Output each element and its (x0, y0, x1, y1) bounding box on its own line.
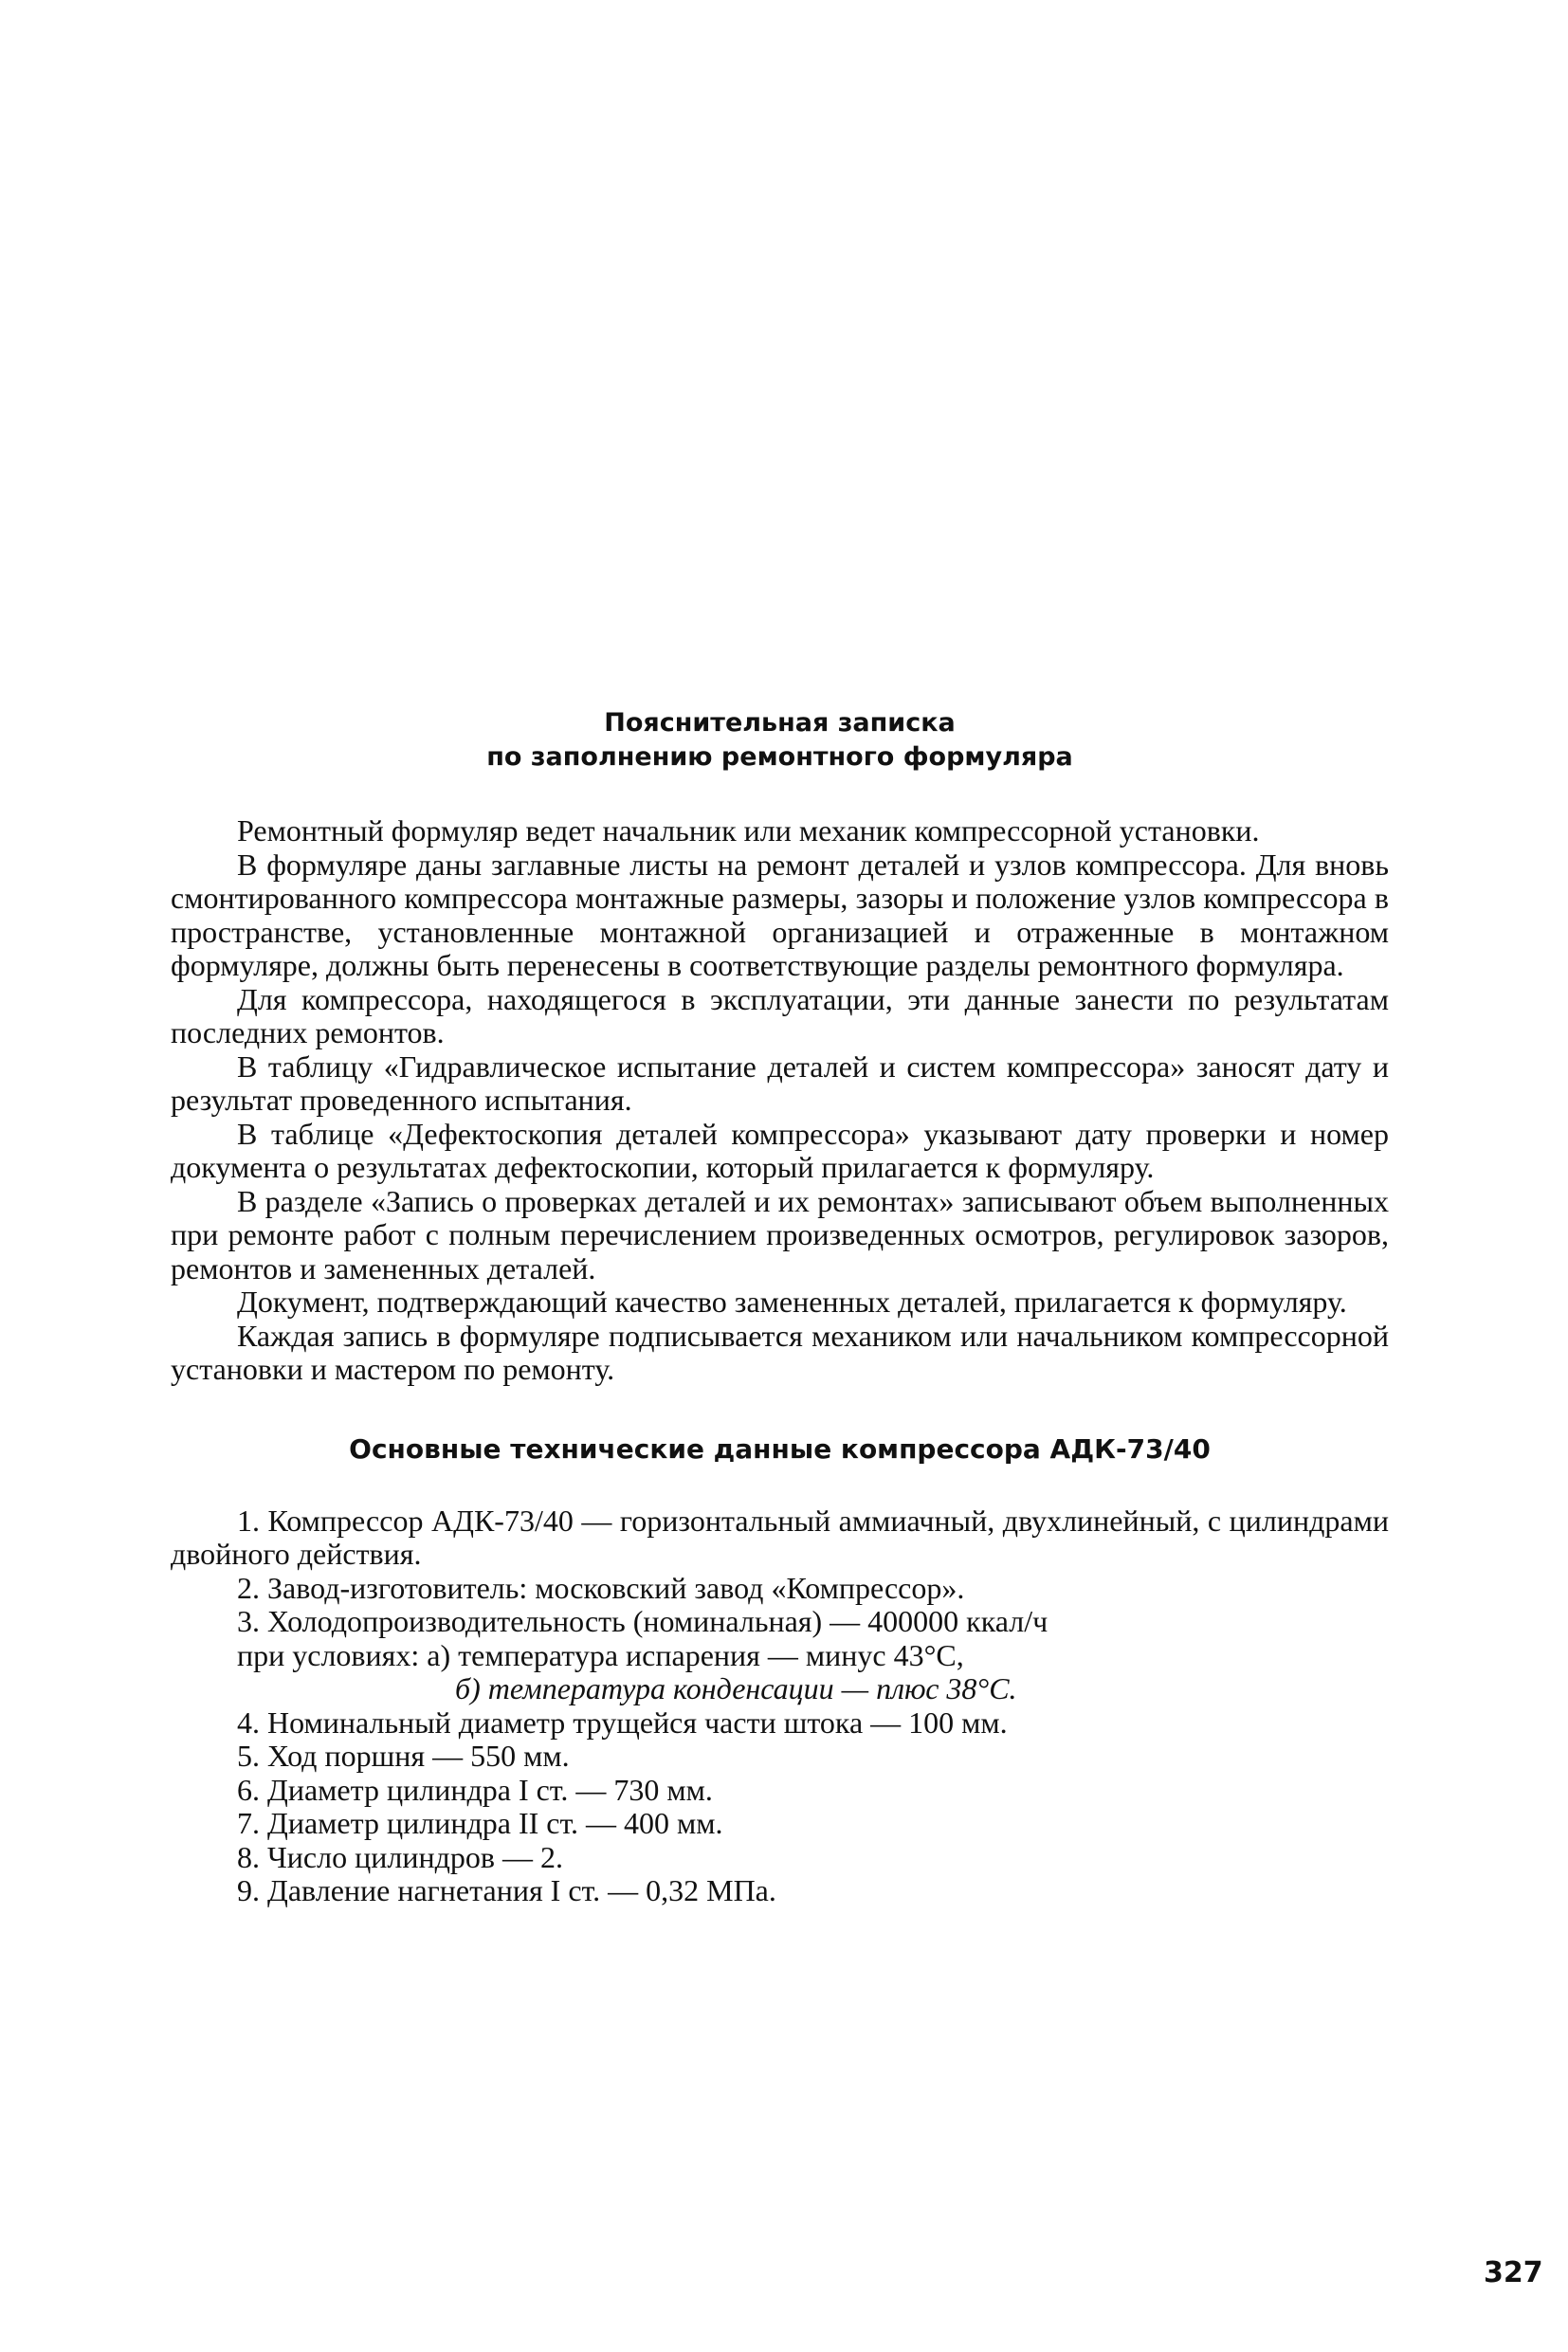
explanatory-note-title (171, 706, 1389, 775)
list-item: 2. Завод-изготовитель: московский завод «Компрессор». (237, 1570, 965, 1605)
title-line-1: Пояснительная записка (604, 708, 956, 738)
list-item: 3. Холодопроизводительность (номинальная) — 400000 ккал/ч (237, 1604, 1048, 1638)
paragraph: В разделе «Запись о проверках деталей и их ремонтах» записывают объем выполненных при ремонте работ с полным перечислением произведенных осмотров, регулировок зазоров, ремонтов и замененных деталей. (171, 1183, 1389, 1285)
paragraph: Для компрессора, находящегося в эксплуатации, эти данные занести по результатам последних ремонтов. (171, 981, 1389, 1049)
technical-data-section (171, 1432, 1389, 1908)
explanatory-note-body (171, 814, 1389, 1387)
list-item-continuation: при условиях: а) температура испарения — минус 43°С, (237, 1637, 964, 1672)
list-item-continuation: б) температура конденсации — плюс 38°С. (455, 1671, 1017, 1705)
paragraph: Каждая запись в формуляре подписывается механиком или начальником компрессорной установки и мастером по ремонту. (171, 1318, 1389, 1386)
document-page (171, 706, 1543, 2289)
list-item: 6. Диаметр цилиндра I ст. — 730 мм. (237, 1772, 713, 1807)
paragraph: В таблице «Дефектоскопия деталей компрессора» указывают дату проверки и номер документа о результатах дефектоскопии, который прилагается к формуляру. (171, 1116, 1389, 1184)
paragraph: Ремонтный формуляр ведет начальник или механик компрессорной установки. (237, 813, 1260, 848)
list-item: 5. Ход поршня — 550 мм. (237, 1739, 570, 1773)
list-item: 9. Давление нагнетания I ст. — 0,32 МПа. (237, 1873, 776, 1907)
list-item: 7. Диаметр цилиндра II ст. — 400 мм. (237, 1806, 723, 1840)
list-item: 8. Число цилиндров — 2. (237, 1839, 563, 1874)
list-item: 1. Компрессор АДК-73/40 — горизонтальный аммиачный, двухлинейный, с цилиндрами двойного действия. (171, 1503, 1389, 1571)
technical-data-list (171, 1504, 1389, 1908)
page-number: 327 (1484, 2256, 1543, 2289)
paragraph: Документ, подтверждающий качество замененных деталей, прилагается к формуляру. (237, 1285, 1347, 1319)
paragraph: В таблицу «Гидравлическое испытание деталей и систем компрессора» заносят дату и результат проведенного испытания. (171, 1048, 1389, 1117)
list-item: 4. Номинальный диаметр трущейся части штока — 100 мм. (237, 1705, 1008, 1740)
paragraph: В формуляре даны заглавные листы на ремонт деталей и узлов компрессора. Для вновь смонтированного компрессора монтажные размеры, зазоры и положение узлов компрессора в пространстве, установленные монтажной организацией и отраженные в монтажном формуляре, должны быть перенесены в соответствующие разделы ремонтного формуляра. (171, 847, 1389, 982)
title-line-2: по заполнению ремонтного формуляра (486, 742, 1073, 772)
technical-data-title: Основные технические данные компрессора АДК-73/40 (349, 1432, 1211, 1465)
